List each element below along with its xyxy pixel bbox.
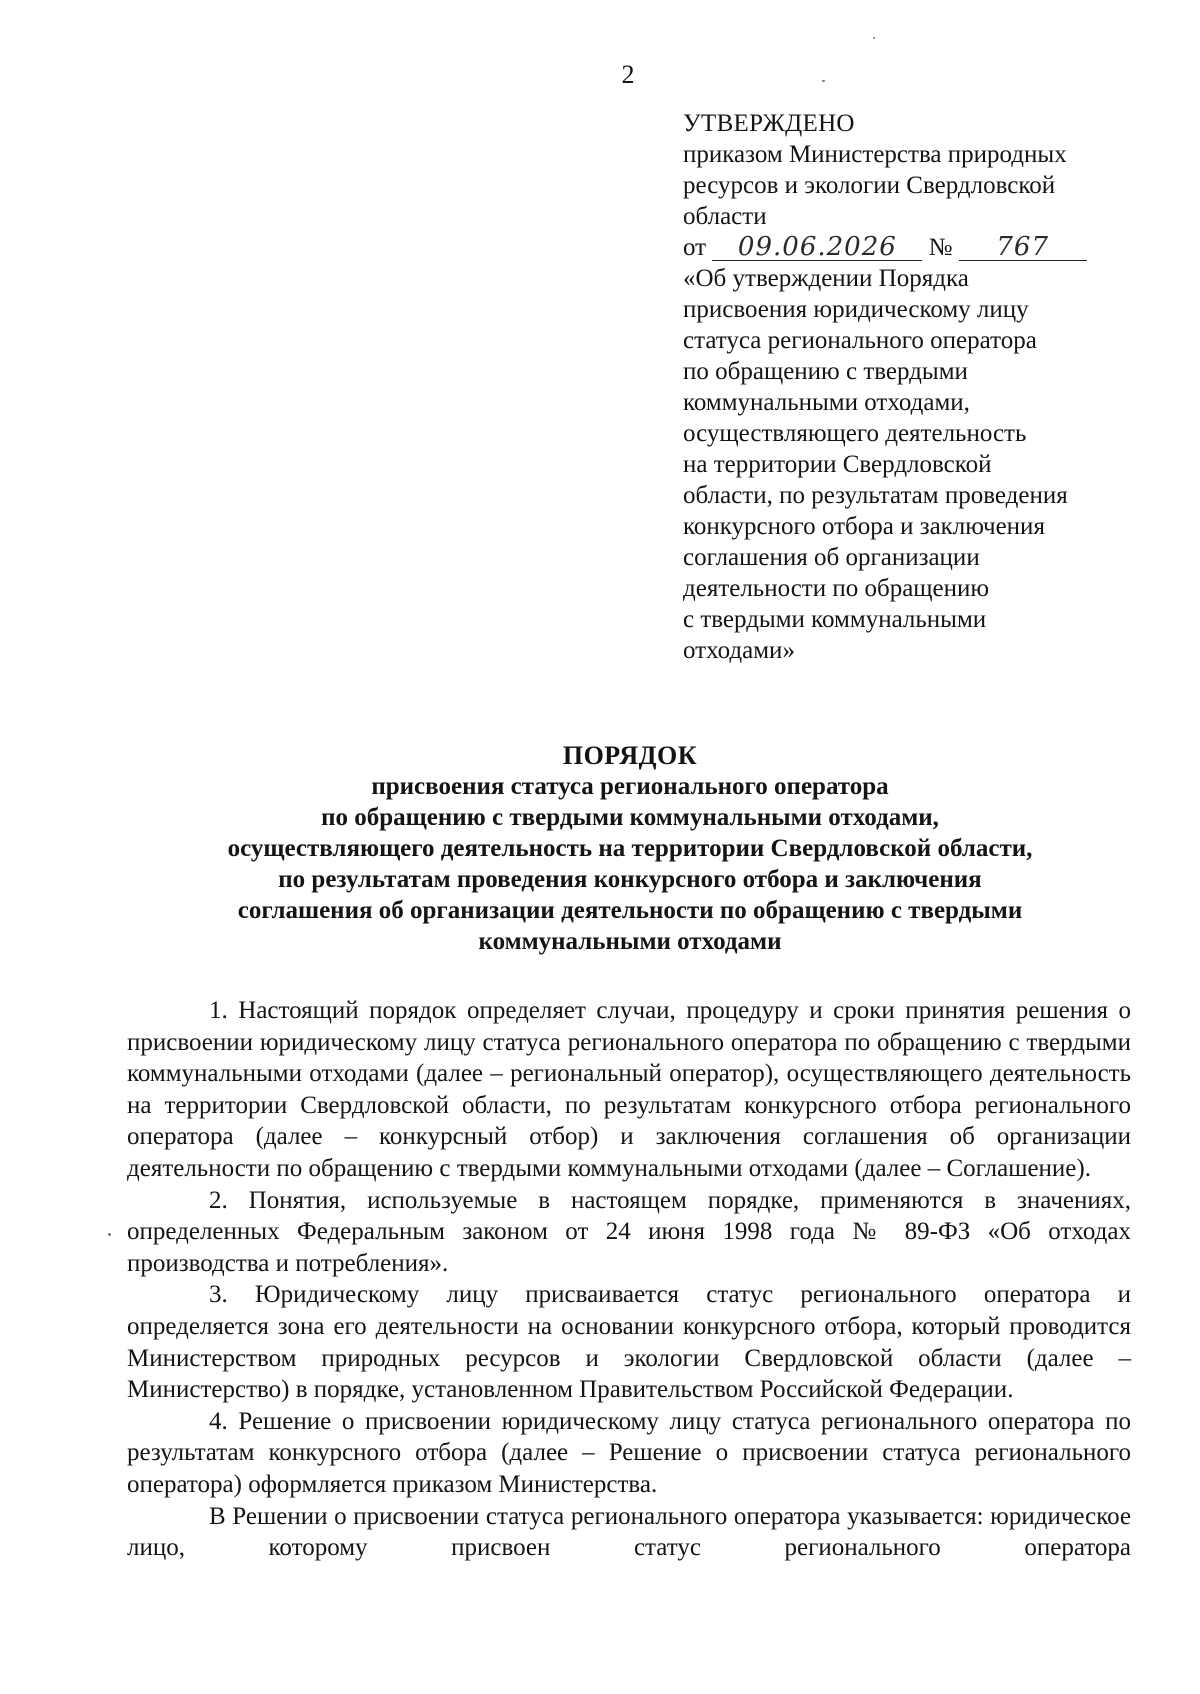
approval-block — [683, 108, 1103, 666]
document-title-line: по результатам проведения конкурсного отбора и заключения — [278, 866, 982, 893]
paragraph-1: 1. Настоящий порядок определяет случаи, процедуру и сроки принятия решения о присвоении юридическому лицу статуса регионального оператора по обращению с твердыми коммунальными отходами (далее – региональный оператор), осуществляющего деятельность на территории Свердловской области, по результатам конкурсного отбора регионального оператора (далее – конкурсный отбор) и заключения соглашения об организации деятельности по обращению с твердыми коммунальными отходами (далее – Соглашение). — [127, 997, 1131, 1182]
approval-subject-line: на территории Свердловской — [683, 451, 992, 478]
scan-speck — [873, 37, 875, 39]
scan-speck — [822, 80, 825, 82]
approval-heading: УТВЕРЖДЕНО — [683, 110, 855, 137]
approval-subject-line: области, по результатам проведения — [683, 482, 1068, 509]
page-number: 2 — [621, 60, 635, 89]
approval-subject-line: конкурсного отбора и заключения — [683, 513, 1045, 540]
approval-subject-line: соглашения об организации — [683, 544, 980, 571]
document-title-line: по обращению с твердыми коммунальными отходами, — [321, 804, 939, 831]
document-title-line: присвоения статуса регионального оператора — [371, 773, 889, 800]
paragraph-3: 3. Юридическому лицу присваивается статус регионального оператора и определяется зона его деятельности на основании конкурсного отбора, который проводится Министерством природных ресурсов и экологии Свердловской области (далее – Министерство) в порядке, установленном Правительством Российской Федерации. — [127, 1281, 1131, 1404]
approval-line: приказом Министерства природных — [683, 141, 1067, 168]
approval-subject-line: деятельности по обращению — [683, 575, 990, 602]
order-reference — [683, 232, 1103, 263]
document-title — [120, 740, 1140, 957]
document-body — [127, 995, 1131, 1564]
scan-speck — [108, 1233, 111, 1236]
approval-subject-line: отходами» — [683, 637, 795, 664]
approval-line: ресурсов и экологии Свердловской — [683, 172, 1056, 199]
approval-subject-line: статуса регионального оператора — [683, 327, 1037, 354]
document-title-line: осуществляющего деятельность на территории Свердловской области, — [227, 835, 1033, 862]
approval-subject-line: присвоения юридическому лицу — [683, 296, 1029, 323]
document-title-line: соглашения об организации деятельности по обращению с твердыми — [237, 897, 1023, 924]
order-number-handwritten: 767 — [959, 234, 1087, 261]
approval-subject-line: «Об утверждении Порядка — [683, 265, 969, 292]
order-number-sign: № — [928, 234, 953, 261]
document-title-line: коммунальными отходами — [478, 928, 782, 955]
approval-subject-line: по обращению с твердыми — [683, 358, 968, 385]
approval-subject-line: с твердыми коммунальными — [683, 606, 987, 633]
approval-line: области — [683, 203, 767, 230]
order-date-prefix: от — [683, 234, 707, 261]
approval-subject-line: осуществляющего деятельность — [683, 420, 1027, 447]
document-title-main: ПОРЯДОК — [562, 741, 698, 770]
approval-subject-line: коммунальными отходами, — [683, 389, 970, 416]
paragraph-2: 2. Понятия, используемые в настоящем порядке, применяются в значениях, определенных Федеральным законом от 24 июня 1998 года № 89-ФЗ «Об отходах производства и потребления». — [127, 1186, 1131, 1277]
order-date-handwritten: 09.06.2026 — [712, 234, 922, 261]
paragraph-4: 4. Решение о присвоении юридическому лицу статуса регионального оператора по результатам конкурсного отбора (далее – Решение о присвоении статуса регионального оператора) оформляется приказом Министерства. — [127, 1407, 1131, 1498]
paragraph-5: В Решении о присвоении статуса регионального оператора указывается: юридическое лицо, которому присвоен статус регионального оператора — [127, 1502, 1131, 1562]
